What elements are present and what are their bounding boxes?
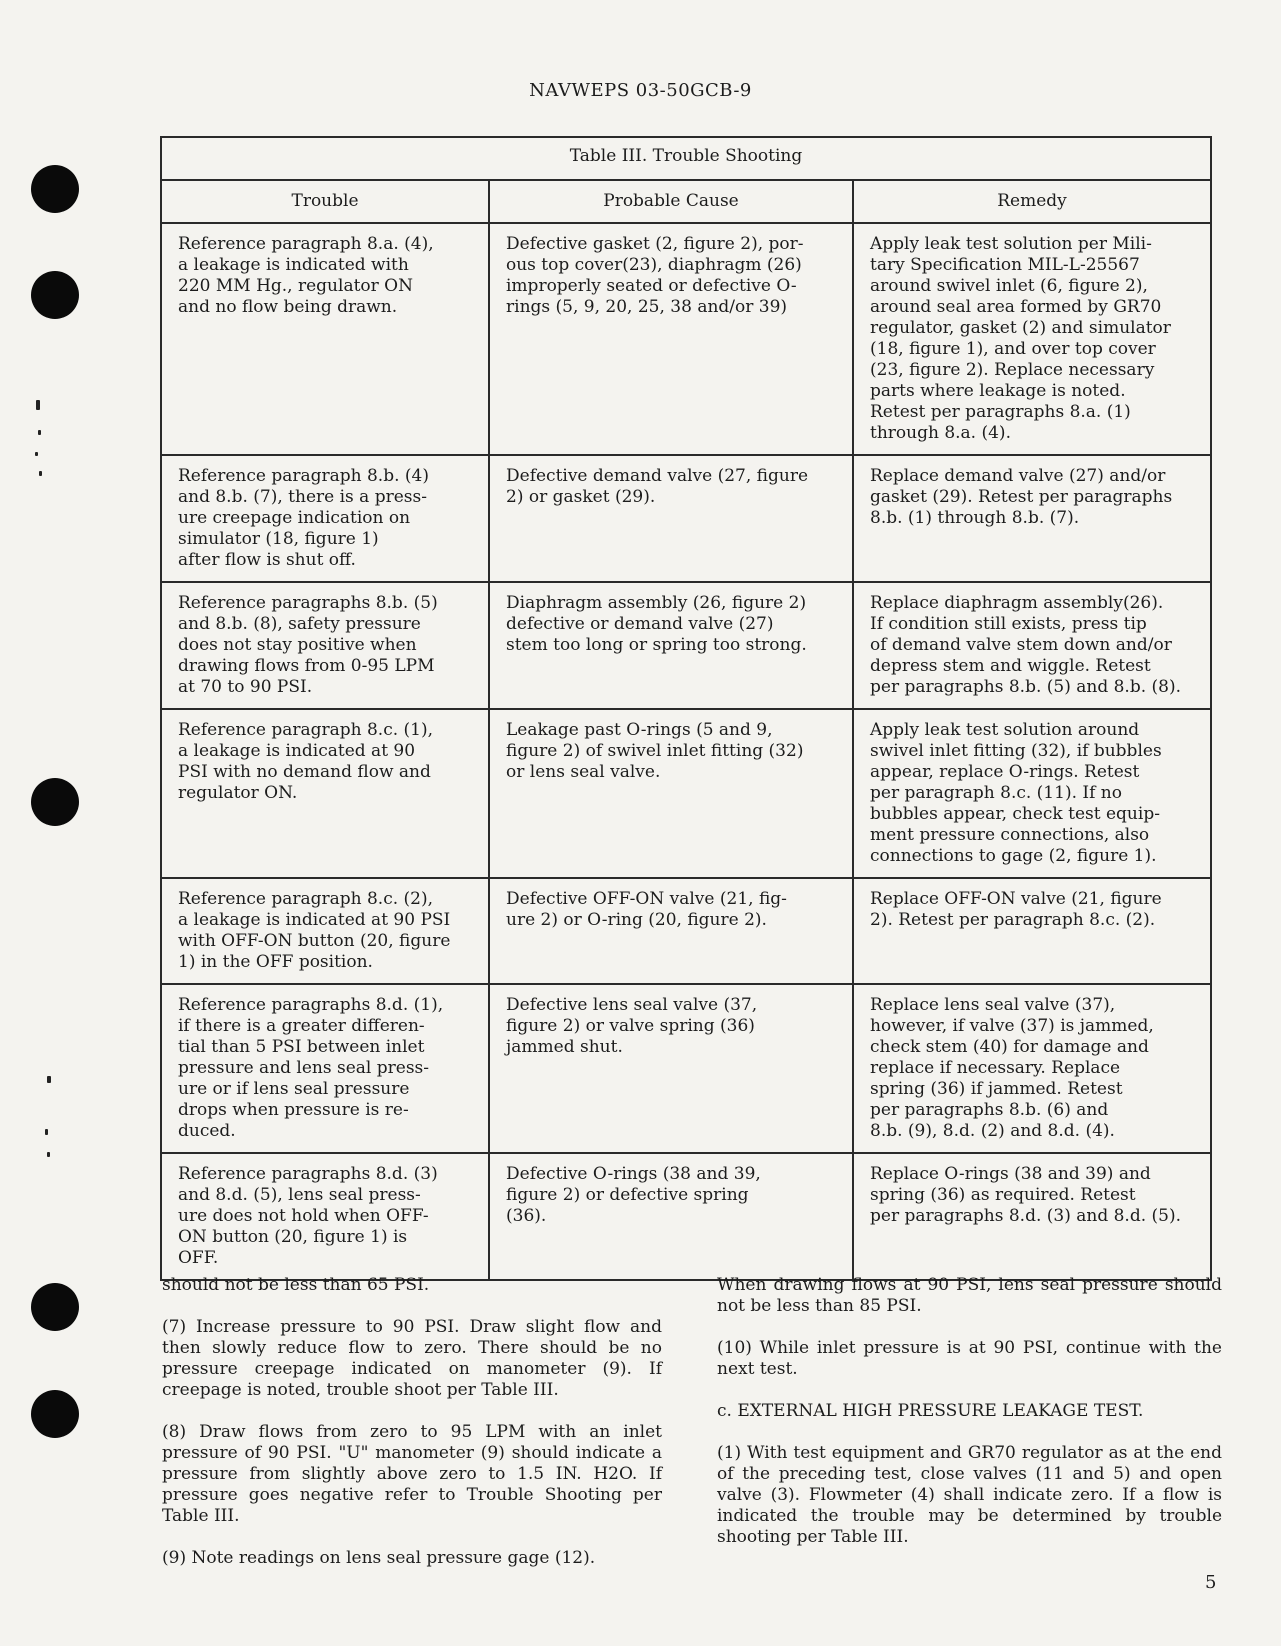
right-column: [717, 1275, 1222, 1569]
page-number: 5: [1205, 1572, 1217, 1593]
cause-cell: Leakage past O-rings (5 and 9, figure 2) of swivel inlet fitting (32) or lens seal valve.: [506, 720, 804, 782]
remedy-cell: Replace demand valve (27) and/or gasket (29). Retest per paragraphs 8.b. (1) through 8.b. (7).: [870, 466, 1173, 528]
cause-cell: Defective gasket (2, figure 2), por- ous top cover(23), diaphragm (26) improperly seated or defective O- rings (5, 9, 20, 25, 38 and/or 39): [506, 234, 804, 317]
cause-cell: Diaphragm assembly (26, figure 2) defective or demand valve (27) stem too long or spring too strong.: [506, 593, 807, 655]
paragraph: (7) Increase pressure to 90 PSI. Draw slight flow and then slowly reduce flow to zero. There should be no pressure creepage indicated on manometer (9). If creepage is noted, trouble shoot per Table III.: [162, 1317, 662, 1400]
table-row: [161, 709, 1211, 878]
cause-cell: Defective demand valve (27, figure 2) or gasket (29).: [506, 466, 809, 507]
remedy-cell: Replace O-rings (38 and 39) and spring (36) as required. Retest per paragraphs 8.d. (3) and 8.d. (5).: [870, 1164, 1182, 1226]
remedy-cell: Replace diaphragm assembly(26). If condition still exists, press tip of demand valve stem down and/or depress stem and wiggle. Retest per paragraphs 8.b. (5) and 8.b. (8).: [870, 593, 1182, 697]
trouble-cell: Reference paragraph 8.b. (4) and 8.b. (7), there is a press- ure creepage indication on simulator (18, figure 1) after flow is shut off.: [178, 466, 429, 570]
remedy-cell: Apply leak test solution per Mili- tary Specification MIL-L-25567 around swivel inlet (6, figure 2), around seal area formed by GR70 regulator, gasket (2) and simulator (18, figure 1), and over top cover (23, figure 2). Replace necessary parts where leakage is noted. Retest per paragraphs 8.a. (1) through 8.a. (4).: [870, 234, 1171, 443]
punch-hole: [31, 1390, 79, 1438]
document-number: NAVWEPS 03-50GCB-9: [529, 80, 752, 101]
scan-speck: [36, 400, 40, 410]
table-caption: Table III. Trouble Shooting: [161, 137, 1211, 180]
paragraph: should not be less than 65 PSI.: [162, 1275, 430, 1295]
paragraph: When drawing flows at 90 PSI, lens seal pressure should not be less than 85 PSI.: [717, 1275, 1222, 1316]
paragraph: (8) Draw flows from zero to 95 LPM with an inlet pressure of 90 PSI. "U" manometer (9) should indicate a pressure from slightly above zero to 1.5 IN. H2O. If pressure goes negative refer to Trouble Shooting per Table III.: [162, 1422, 662, 1526]
table-row: [161, 582, 1211, 709]
section-heading: c. EXTERNAL HIGH PRESSURE LEAKAGE TEST.: [717, 1401, 1144, 1421]
trouble-cell: Reference paragraph 8.c. (2), a leakage is indicated at 90 PSI with OFF-ON button (20, figure 1) in the OFF position.: [178, 889, 451, 972]
scan-speck: [35, 452, 38, 456]
paragraph: (10) While inlet pressure is at 90 PSI, continue with the next test.: [717, 1338, 1222, 1379]
remedy-cell: Apply leak test solution around swivel inlet fitting (32), if bubbles appear, replace O-rings. Retest per paragraph 8.c. (11). If no bubbles appear, check test equip- ment pressure connections, also connections to gage (2, figure 1).: [870, 720, 1162, 866]
trouble-shooting-table: [160, 136, 1212, 1281]
scan-speck: [47, 1152, 50, 1157]
remedy-cell: Replace lens seal valve (37), however, if valve (37) is jammed, check stem (40) for damage and replace if necessary. Replace spring (36) if jammed. Retest per paragraphs 8.b. (6) and 8.b. (9), 8.d. (2) and 8.d. (4).: [870, 995, 1154, 1141]
table-row: [161, 878, 1211, 984]
trouble-cell: Reference paragraphs 8.b. (5) and 8.b. (8), safety pressure does not stay positive when drawing flows from 0-95 LPM at 70 to 90 PSI.: [178, 593, 438, 697]
paragraph: (1) With test equipment and GR70 regulator as at the end of the preceding test, close valves (11 and 5) and open valve (3). Flowmeter (4) shall indicate zero. If a flow is indicated the trouble may be determined by trouble shooting per Table III.: [717, 1443, 1222, 1547]
left-column: [162, 1275, 662, 1590]
punch-hole: [31, 271, 79, 319]
table-row: [161, 223, 1211, 455]
table-header-row: [161, 180, 1211, 223]
punch-hole: [31, 778, 79, 826]
cause-cell: Defective lens seal valve (37, figure 2) or valve spring (36) jammed shut.: [506, 995, 758, 1057]
scan-speck: [38, 430, 41, 435]
trouble-cell: Reference paragraphs 8.d. (1), if there is a greater differen- tial than 5 PSI between inlet pressure and lens seal press- ure or if lens seal pressure drops when pressure is re- duced.: [178, 995, 444, 1141]
scan-speck: [39, 471, 42, 476]
cause-cell: Defective OFF-ON valve (21, fig- ure 2) or O-ring (20, figure 2).: [506, 889, 787, 930]
paragraph: (9) Note readings on lens seal pressure gage (12).: [162, 1548, 596, 1568]
column-header-remedy: Remedy: [853, 180, 1211, 223]
table-row: [161, 1153, 1211, 1280]
trouble-cell: Reference paragraph 8.c. (1), a leakage is indicated at 90 PSI with no demand flow and regulator ON.: [178, 720, 434, 803]
remedy-cell: Replace OFF-ON valve (21, figure 2). Retest per paragraph 8.c. (2).: [870, 889, 1162, 930]
scan-speck: [47, 1076, 51, 1083]
punch-hole: [31, 165, 79, 213]
trouble-cell: Reference paragraph 8.a. (4), a leakage is indicated with 220 MM Hg., regulator ON and no flow being drawn.: [178, 234, 434, 317]
column-header-trouble: Trouble: [161, 180, 489, 223]
table-row: [161, 984, 1211, 1153]
scan-speck: [45, 1129, 48, 1135]
column-header-probable-cause: Probable Cause: [489, 180, 853, 223]
table-row: [161, 455, 1211, 582]
trouble-cell: Reference paragraphs 8.d. (3) and 8.d. (5), lens seal press- ure does not hold when OFF- ON button (20, figure 1) is OFF.: [178, 1164, 438, 1268]
cause-cell: Defective O-rings (38 and 39, figure 2) or defective spring (36).: [506, 1164, 761, 1226]
punch-hole: [31, 1283, 79, 1331]
